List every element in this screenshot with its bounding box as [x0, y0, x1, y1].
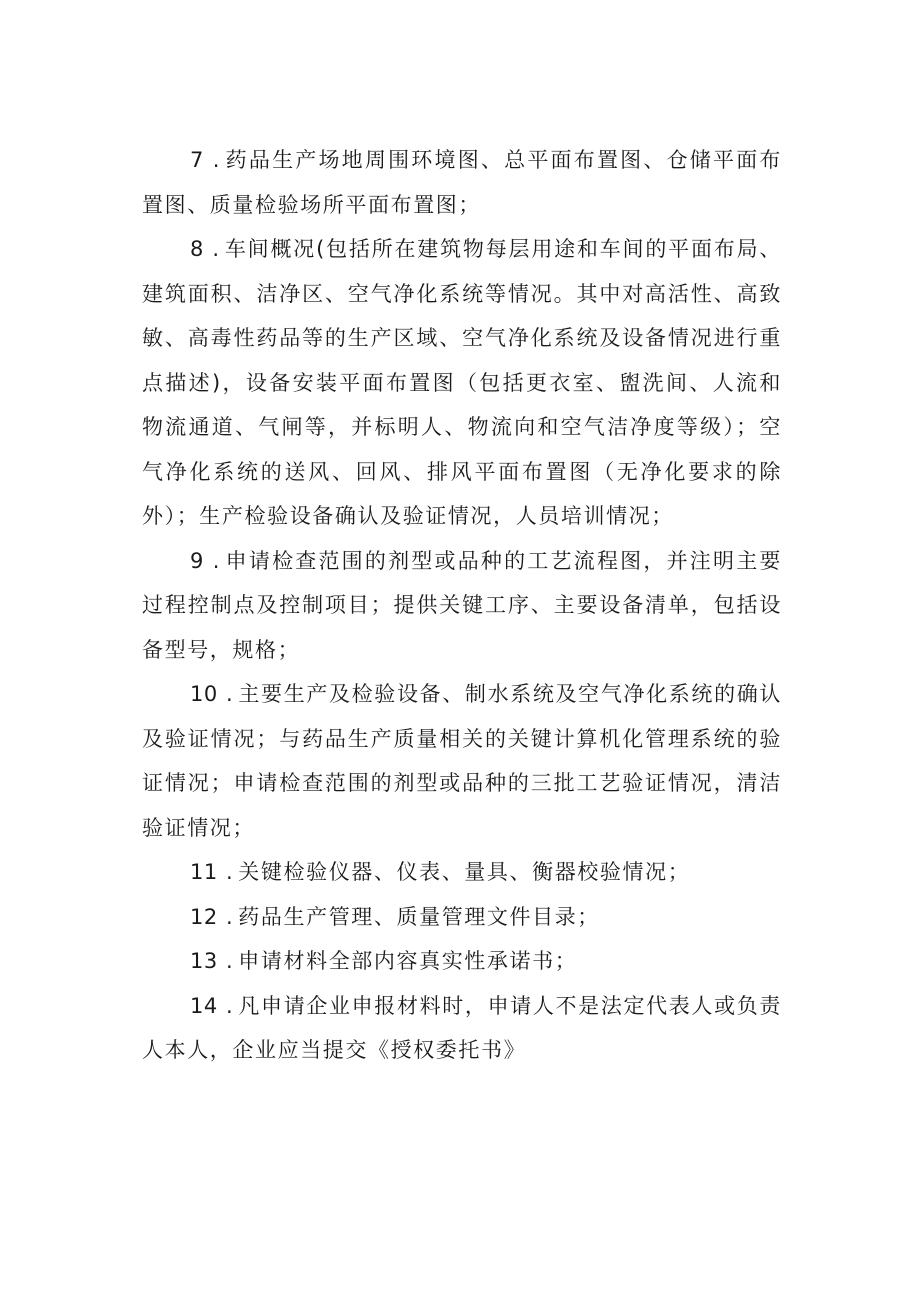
item-separator: .	[203, 237, 221, 261]
item-text: 主要生产及检验设备、制水系统及空气净化系统的确认及验证情况；与药品生产质量相关的关键计算机化管理系统的验证情况；申请检查范围的剂型或品种的三批工艺验证情况，清洁验证情况；	[142, 682, 782, 840]
list-item	[142, 227, 782, 539]
item-separator: .	[203, 148, 222, 172]
list-item	[142, 672, 782, 850]
list-item	[142, 984, 782, 1073]
list-item	[142, 539, 782, 673]
item-text: 关键检验仪器、仪表、量具、衡器校验情况；	[238, 860, 691, 884]
list-item	[142, 939, 782, 984]
item-text: 凡申请企业申报材料时，申请人不是法定代表人或负责人本人，企业应当提交《授权委托书》	[142, 993, 782, 1062]
list-item	[142, 138, 782, 227]
item-number: 11	[190, 860, 218, 884]
item-separator: .	[217, 949, 235, 973]
item-number: 13	[190, 949, 218, 973]
item-number: 7	[190, 148, 204, 172]
list-item	[142, 850, 782, 895]
list-item	[142, 895, 782, 940]
item-number: 12	[190, 904, 218, 929]
item-separator: .	[217, 860, 235, 884]
item-number: 14	[190, 993, 218, 1018]
document-body	[142, 138, 782, 1073]
item-text: 申请材料全部内容真实性承诺书；	[238, 949, 578, 973]
item-text: 药品生产场地周围环境图、总平面布置图、仓储平面布置图、质量检验场所平面布置图；	[142, 148, 782, 217]
item-separator: .	[203, 548, 222, 573]
item-number: 9	[190, 548, 204, 573]
item-text: 药品生产管理、质量管理文件目录；	[238, 904, 600, 929]
item-number: 8	[190, 237, 204, 261]
item-text: 申请检查范围的剂型或品种的工艺流程图，并注明主要过程控制点及控制项目；提供关键工序、主要设备清单，包括设备型号，规格；	[142, 548, 782, 662]
item-separator: .	[217, 993, 235, 1018]
item-text: 车间概况(包括所在建筑物每层用途和车间的平面布局、建筑面积、洁净区、空气净化系统等情况。其中对高活性、高致敏、高毒性药品等的生产区域、空气净化系统及设备情况进行重点描述)，设备安装平面布置图（包括更衣室、盥洗间、人流和物流通道、气闸等，并标明人、物流向和空气洁净度等级）；空气净化系统的送风、回风、排风平面布置图（无净化要求的除外）；生产检验设备确认及验证情况，人员培训情况；	[142, 237, 782, 528]
item-separator: .	[217, 682, 235, 706]
item-number: 10	[190, 682, 218, 706]
item-separator: .	[217, 904, 235, 929]
